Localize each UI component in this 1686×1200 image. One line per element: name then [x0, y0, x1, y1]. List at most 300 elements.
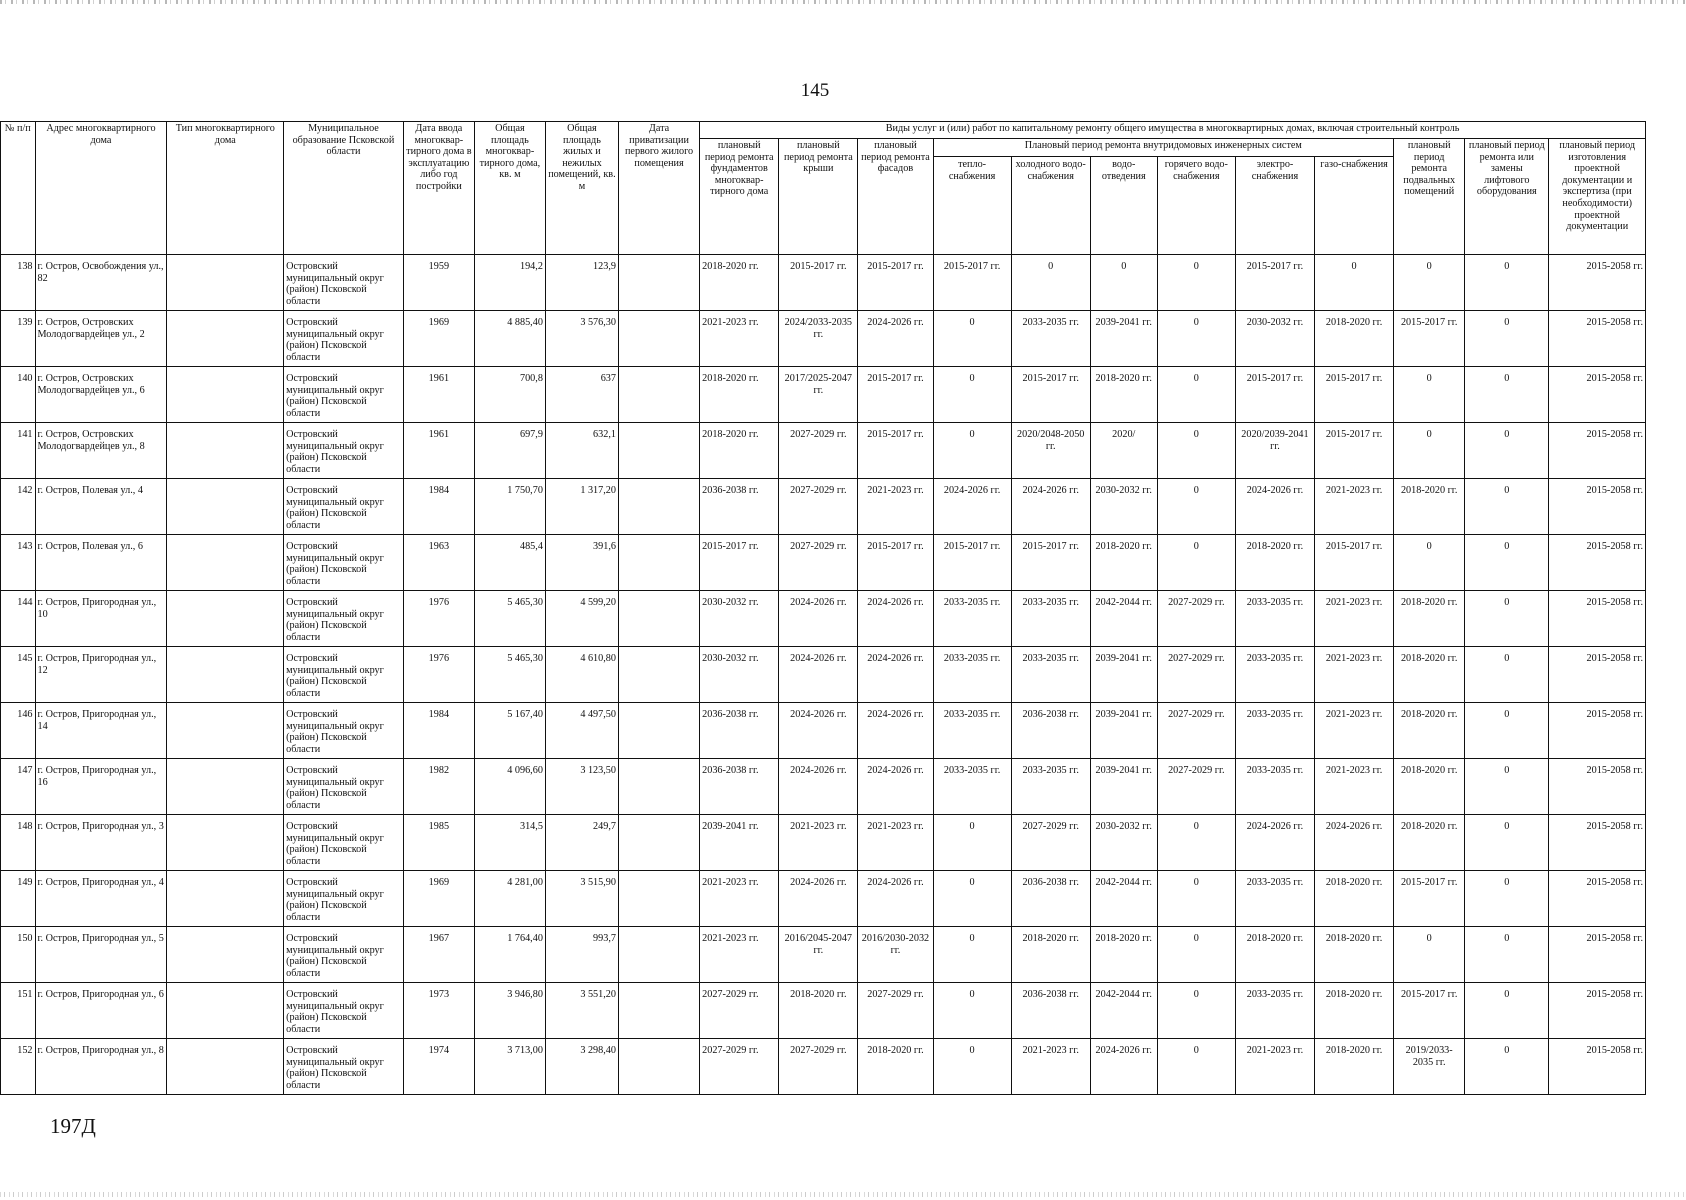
scan-edge-bottom [0, 1192, 1686, 1197]
cell-commission-year: 1961 [403, 423, 474, 479]
col-header-municipality: Муниципальное образование Псковской области [284, 122, 404, 255]
cell-drainage: 2024-2026 гг. [1090, 1039, 1157, 1095]
cell-type [167, 927, 284, 983]
cell-cold-water: 2024-2026 гг. [1011, 479, 1090, 535]
col-header-heat: тепло-снабжения [933, 157, 1011, 255]
cell-gas: 2021-2023 гг. [1315, 479, 1394, 535]
cell-gas: 2018-2020 гг. [1315, 311, 1394, 367]
cell-electric: 2033-2035 гг. [1235, 591, 1314, 647]
cell-roof: 2024-2026 гг. [779, 703, 858, 759]
cell-commission-year: 1976 [403, 647, 474, 703]
cell-facade: 2024-2026 гг. [858, 591, 933, 647]
cell-design: 2015-2058 гг. [1549, 367, 1646, 423]
cell-facade: 2015-2017 гг. [858, 535, 933, 591]
cell-electric: 2024-2026 гг. [1235, 479, 1314, 535]
cell-number: 140 [1, 367, 36, 423]
cell-total-area: 700,8 [474, 367, 545, 423]
cell-facade: 2027-2029 гг. [858, 983, 933, 1039]
cell-number: 145 [1, 647, 36, 703]
cell-design: 2015-2058 гг. [1549, 647, 1646, 703]
col-header-basement: плановый период ремонта подвальных помещений [1394, 139, 1465, 255]
table-row [1, 311, 1646, 367]
cell-address: г. Остров, Пригородная ул., 10 [35, 591, 167, 647]
cell-hot-water: 0 [1157, 311, 1235, 367]
cell-living-area: 3 123,50 [545, 759, 618, 815]
cell-living-area: 3 551,20 [545, 983, 618, 1039]
cell-drainage: 2018-2020 гг. [1090, 535, 1157, 591]
cell-number: 141 [1, 423, 36, 479]
cell-facade: 2021-2023 гг. [858, 479, 933, 535]
cell-foundation: 2018-2020 гг. [700, 423, 779, 479]
cell-privatization-date [618, 255, 699, 311]
cell-cold-water: 2036-2038 гг. [1011, 871, 1090, 927]
cell-roof: 2016/2045-2047 гг. [779, 927, 858, 983]
cell-roof: 2027-2029 гг. [779, 479, 858, 535]
cell-basement: 2015-2017 гг. [1394, 983, 1465, 1039]
cell-total-area: 4 885,40 [474, 311, 545, 367]
cell-municipality: Островский муниципальный округ (район) Псковской области [284, 759, 404, 815]
cell-heat: 0 [933, 871, 1011, 927]
table-header [1, 122, 1646, 255]
cell-foundation: 2030-2032 гг. [700, 647, 779, 703]
cell-total-area: 697,9 [474, 423, 545, 479]
cell-elevator: 0 [1465, 983, 1549, 1039]
cell-basement: 2018-2020 гг. [1394, 703, 1465, 759]
cell-total-area: 314,5 [474, 815, 545, 871]
cell-gas: 2018-2020 гг. [1315, 1039, 1394, 1095]
cell-roof: 2024-2026 гг. [779, 871, 858, 927]
cell-address: г. Остров, Пригородная ул., 3 [35, 815, 167, 871]
cell-municipality: Островский муниципальный округ (район) Псковской области [284, 311, 404, 367]
cell-heat: 2033-2035 гг. [933, 759, 1011, 815]
cell-municipality: Островский муниципальный округ (район) Псковской области [284, 871, 404, 927]
cell-living-area: 637 [545, 367, 618, 423]
cell-cold-water: 2036-2038 гг. [1011, 983, 1090, 1039]
cell-number: 139 [1, 311, 36, 367]
cell-living-area: 123,9 [545, 255, 618, 311]
cell-hot-water: 0 [1157, 1039, 1235, 1095]
cell-foundation: 2021-2023 гг. [700, 311, 779, 367]
cell-commission-year: 1976 [403, 591, 474, 647]
cell-privatization-date [618, 311, 699, 367]
cell-heat: 0 [933, 311, 1011, 367]
cell-roof: 2027-2029 гг. [779, 535, 858, 591]
table-row [1, 423, 1646, 479]
document-code: 197Д [50, 1114, 96, 1138]
cell-foundation: 2018-2020 гг. [700, 367, 779, 423]
cell-heat: 0 [933, 815, 1011, 871]
cell-facade: 2024-2026 гг. [858, 871, 933, 927]
cell-foundation: 2039-2041 гг. [700, 815, 779, 871]
cell-facade: 2024-2026 гг. [858, 703, 933, 759]
cell-design: 2015-2058 гг. [1549, 983, 1646, 1039]
cell-commission-year: 1984 [403, 703, 474, 759]
cell-type [167, 759, 284, 815]
cell-type [167, 479, 284, 535]
cell-basement: 2018-2020 гг. [1394, 815, 1465, 871]
cell-number: 138 [1, 255, 36, 311]
cell-drainage: 2018-2020 гг. [1090, 367, 1157, 423]
cell-elevator: 0 [1465, 479, 1549, 535]
cell-electric: 2015-2017 гг. [1235, 367, 1314, 423]
table-row [1, 871, 1646, 927]
cell-heat: 0 [933, 367, 1011, 423]
cell-elevator: 0 [1465, 703, 1549, 759]
cell-living-area: 3 298,40 [545, 1039, 618, 1095]
cell-drainage: 2039-2041 гг. [1090, 647, 1157, 703]
cell-type [167, 423, 284, 479]
cell-heat: 2033-2035 гг. [933, 703, 1011, 759]
col-header-roof: плановый период ремонта крыши [779, 139, 858, 255]
cell-drainage: 0 [1090, 255, 1157, 311]
table-row [1, 927, 1646, 983]
cell-design: 2015-2058 гг. [1549, 591, 1646, 647]
cell-facade: 2018-2020 гг. [858, 1039, 933, 1095]
cell-total-area: 194,2 [474, 255, 545, 311]
table-row [1, 983, 1646, 1039]
cell-type [167, 703, 284, 759]
cell-foundation: 2036-2038 гг. [700, 479, 779, 535]
cell-municipality: Островский муниципальный округ (район) Псковской области [284, 423, 404, 479]
cell-elevator: 0 [1465, 423, 1549, 479]
cell-hot-water: 0 [1157, 255, 1235, 311]
cell-living-area: 632,1 [545, 423, 618, 479]
table-row [1, 647, 1646, 703]
cell-cold-water: 2027-2029 гг. [1011, 815, 1090, 871]
cell-basement: 2018-2020 гг. [1394, 479, 1465, 535]
cell-commission-year: 1973 [403, 983, 474, 1039]
cell-heat: 2015-2017 гг. [933, 255, 1011, 311]
cell-commission-year: 1967 [403, 927, 474, 983]
col-header-num: № п/п [1, 122, 36, 255]
cell-design: 2015-2058 гг. [1549, 815, 1646, 871]
cell-basement: 0 [1394, 423, 1465, 479]
cell-commission-year: 1959 [403, 255, 474, 311]
cell-address: г. Остров, Полевая ул., 4 [35, 479, 167, 535]
cell-heat: 0 [933, 423, 1011, 479]
col-header-foundation: плановый период ремонта фундаментов многоквар-тирного дома [700, 139, 779, 255]
cell-cold-water: 0 [1011, 255, 1090, 311]
cell-roof: 2027-2029 гг. [779, 1039, 858, 1095]
cell-hot-water: 0 [1157, 871, 1235, 927]
cell-electric: 2030-2032 гг. [1235, 311, 1314, 367]
cell-heat: 2015-2017 гг. [933, 535, 1011, 591]
cell-design: 2015-2058 гг. [1549, 759, 1646, 815]
cell-roof: 2024-2026 гг. [779, 759, 858, 815]
cell-municipality: Островский муниципальный округ (район) Псковской области [284, 535, 404, 591]
cell-commission-year: 1963 [403, 535, 474, 591]
cell-drainage: 2030-2032 гг. [1090, 815, 1157, 871]
cell-total-area: 3 946,80 [474, 983, 545, 1039]
cell-roof: 2027-2029 гг. [779, 423, 858, 479]
cell-basement: 0 [1394, 535, 1465, 591]
cell-municipality: Островский муниципальный округ (район) Псковской области [284, 367, 404, 423]
cell-number: 148 [1, 815, 36, 871]
cell-elevator: 0 [1465, 311, 1549, 367]
cell-privatization-date [618, 983, 699, 1039]
cell-hot-water: 0 [1157, 423, 1235, 479]
cell-facade: 2024-2026 гг. [858, 647, 933, 703]
cell-elevator: 0 [1465, 927, 1549, 983]
cell-number: 150 [1, 927, 36, 983]
cell-elevator: 0 [1465, 535, 1549, 591]
cell-commission-year: 1961 [403, 367, 474, 423]
cell-municipality: Островский муниципальный округ (район) Псковской области [284, 647, 404, 703]
cell-living-area: 3 515,90 [545, 871, 618, 927]
cell-address: г. Остров, Освобождения ул., 82 [35, 255, 167, 311]
cell-heat: 2033-2035 гг. [933, 591, 1011, 647]
cell-living-area: 391,6 [545, 535, 618, 591]
col-header-electric: электро-снабжения [1235, 157, 1314, 255]
cell-foundation: 2036-2038 гг. [700, 703, 779, 759]
cell-design: 2015-2058 гг. [1549, 255, 1646, 311]
col-header-commission-date: Дата ввода многоквар-тирного дома в эксплуатацию либо год постройки [403, 122, 474, 255]
col-header-hot-water: горячего водо-снабжения [1157, 157, 1235, 255]
cell-basement: 2015-2017 гг. [1394, 871, 1465, 927]
cell-heat: 2033-2035 гг. [933, 647, 1011, 703]
cell-cold-water: 2015-2017 гг. [1011, 535, 1090, 591]
cell-facade: 2021-2023 гг. [858, 815, 933, 871]
cell-cold-water: 2021-2023 гг. [1011, 1039, 1090, 1095]
cell-drainage: 2042-2044 гг. [1090, 871, 1157, 927]
cell-number: 151 [1, 983, 36, 1039]
cell-hot-water: 0 [1157, 927, 1235, 983]
cell-municipality: Островский муниципальный округ (район) Псковской области [284, 255, 404, 311]
cell-cold-water: 2033-2035 гг. [1011, 311, 1090, 367]
cell-gas: 2015-2017 гг. [1315, 423, 1394, 479]
col-header-gas: газо-снабжения [1315, 157, 1394, 255]
col-header-cold-water: холодного водо-снабжения [1011, 157, 1090, 255]
col-header-design: плановый период изготовления проектной документации и экспертиза (при необходимости) проектной документации [1549, 139, 1646, 255]
cell-design: 2015-2058 гг. [1549, 535, 1646, 591]
cell-drainage: 2039-2041 гг. [1090, 311, 1157, 367]
cell-basement: 0 [1394, 927, 1465, 983]
cell-foundation: 2015-2017 гг. [700, 535, 779, 591]
cell-roof: 2024-2026 гг. [779, 591, 858, 647]
cell-electric: 2033-2035 гг. [1235, 871, 1314, 927]
cell-address: г. Остров, Пригородная ул., 14 [35, 703, 167, 759]
cell-roof: 2015-2017 гг. [779, 255, 858, 311]
cell-total-area: 485,4 [474, 535, 545, 591]
cell-foundation: 2021-2023 гг. [700, 871, 779, 927]
cell-privatization-date [618, 647, 699, 703]
table-row [1, 759, 1646, 815]
cell-commission-year: 1969 [403, 871, 474, 927]
cell-electric: 2018-2020 гг. [1235, 535, 1314, 591]
cell-elevator: 0 [1465, 815, 1549, 871]
table-row [1, 535, 1646, 591]
cell-electric: 2033-2035 гг. [1235, 703, 1314, 759]
cell-privatization-date [618, 1039, 699, 1095]
cell-number: 143 [1, 535, 36, 591]
cell-municipality: Островский муниципальный округ (район) Псковской области [284, 927, 404, 983]
cell-basement: 2018-2020 гг. [1394, 591, 1465, 647]
cell-facade: 2015-2017 гг. [858, 255, 933, 311]
cell-basement: 2015-2017 гг. [1394, 311, 1465, 367]
cell-privatization-date [618, 367, 699, 423]
table-row [1, 479, 1646, 535]
cell-cold-water: 2018-2020 гг. [1011, 927, 1090, 983]
cell-address: г. Остров, Пригородная ул., 16 [35, 759, 167, 815]
cell-type [167, 535, 284, 591]
table-row [1, 591, 1646, 647]
cell-drainage: 2030-2032 гг. [1090, 479, 1157, 535]
cell-cold-water: 2036-2038 гг. [1011, 703, 1090, 759]
cell-living-area: 1 317,20 [545, 479, 618, 535]
cell-gas: 2021-2023 гг. [1315, 647, 1394, 703]
cell-design: 2015-2058 гг. [1549, 1039, 1646, 1095]
cell-hot-water: 2027-2029 гг. [1157, 591, 1235, 647]
cell-address: г. Остров, Полевая ул., 6 [35, 535, 167, 591]
cell-municipality: Островский муниципальный округ (район) Псковской области [284, 983, 404, 1039]
cell-commission-year: 1984 [403, 479, 474, 535]
cell-foundation: 2036-2038 гг. [700, 759, 779, 815]
cell-drainage: 2039-2041 гг. [1090, 703, 1157, 759]
cell-basement: 2018-2020 гг. [1394, 647, 1465, 703]
cell-municipality: Островский муниципальный округ (район) Псковской области [284, 1039, 404, 1095]
cell-hot-water: 0 [1157, 983, 1235, 1039]
cell-electric: 2024-2026 гг. [1235, 815, 1314, 871]
cell-foundation: 2021-2023 гг. [700, 927, 779, 983]
cell-address: г. Остров, Пригородная ул., 8 [35, 1039, 167, 1095]
cell-cold-water: 2020/2048-2050 гг. [1011, 423, 1090, 479]
cell-hot-water: 0 [1157, 367, 1235, 423]
col-header-services-group: Виды услуг и (или) работ по капитальному ремонту общего имущества в многоквартирных домах, включая строительный контроль [700, 122, 1646, 139]
cell-type [167, 983, 284, 1039]
cell-drainage: 2039-2041 гг. [1090, 759, 1157, 815]
cell-living-area: 249,7 [545, 815, 618, 871]
cell-type [167, 311, 284, 367]
cell-total-area: 1 750,70 [474, 479, 545, 535]
cell-roof: 2024/2033-2035 гг. [779, 311, 858, 367]
cell-address: г. Остров, Островских Молодогвардейцев ул., 6 [35, 367, 167, 423]
cell-foundation: 2030-2032 гг. [700, 591, 779, 647]
cell-design: 2015-2058 гг. [1549, 479, 1646, 535]
cell-foundation: 2018-2020 гг. [700, 255, 779, 311]
cell-privatization-date [618, 703, 699, 759]
cell-type [167, 815, 284, 871]
cell-drainage: 2042-2044 гг. [1090, 591, 1157, 647]
cell-gas: 2021-2023 гг. [1315, 591, 1394, 647]
cell-municipality: Островский муниципальный округ (район) Псковской области [284, 591, 404, 647]
cell-gas: 2015-2017 гг. [1315, 367, 1394, 423]
cell-privatization-date [618, 535, 699, 591]
cell-living-area: 4 599,20 [545, 591, 618, 647]
capital-repair-table [0, 121, 1646, 1095]
col-header-total-area: Общая площадь многоквар-тирного дома, кв. м [474, 122, 545, 255]
cell-municipality: Островский муниципальный округ (район) Псковской области [284, 479, 404, 535]
cell-gas: 0 [1315, 255, 1394, 311]
cell-electric: 2020/2039-2041 гг. [1235, 423, 1314, 479]
cell-facade: 2015-2017 гг. [858, 367, 933, 423]
cell-electric: 2021-2023 гг. [1235, 1039, 1314, 1095]
cell-cold-water: 2033-2035 гг. [1011, 591, 1090, 647]
col-header-type: Тип многоквартирного дома [167, 122, 284, 255]
cell-commission-year: 1969 [403, 311, 474, 367]
cell-total-area: 5 465,30 [474, 647, 545, 703]
cell-heat: 0 [933, 1039, 1011, 1095]
cell-privatization-date [618, 591, 699, 647]
cell-type [167, 367, 284, 423]
cell-living-area: 4 497,50 [545, 703, 618, 759]
cell-gas: 2021-2023 гг. [1315, 759, 1394, 815]
col-header-address: Адрес многоквартирного дома [35, 122, 167, 255]
cell-elevator: 0 [1465, 591, 1549, 647]
cell-municipality: Островский муниципальный округ (район) Псковской области [284, 703, 404, 759]
cell-foundation: 2027-2029 гг. [700, 983, 779, 1039]
cell-total-area: 1 764,40 [474, 927, 545, 983]
cell-gas: 2018-2020 гг. [1315, 927, 1394, 983]
cell-commission-year: 1982 [403, 759, 474, 815]
cell-roof: 2017/2025-2047 гг. [779, 367, 858, 423]
cell-total-area: 3 713,00 [474, 1039, 545, 1095]
cell-commission-year: 1974 [403, 1039, 474, 1095]
cell-drainage: 2018-2020 гг. [1090, 927, 1157, 983]
cell-design: 2015-2058 гг. [1549, 311, 1646, 367]
col-header-drainage: водо-отведения [1090, 157, 1157, 255]
cell-number: 146 [1, 703, 36, 759]
col-header-systems-group: Плановый период ремонта внутридомовых инженерных систем [933, 139, 1394, 157]
cell-number: 149 [1, 871, 36, 927]
col-header-facade: плановый период ремонта фасадов [858, 139, 933, 255]
cell-type [167, 647, 284, 703]
table-row [1, 815, 1646, 871]
table-row [1, 367, 1646, 423]
cell-address: г. Остров, Пригородная ул., 4 [35, 871, 167, 927]
table-row [1, 255, 1646, 311]
cell-elevator: 0 [1465, 647, 1549, 703]
cell-municipality: Островский муниципальный округ (район) Псковской области [284, 815, 404, 871]
cell-roof: 2018-2020 гг. [779, 983, 858, 1039]
cell-address: г. Остров, Пригородная ул., 12 [35, 647, 167, 703]
cell-address: г. Остров, Пригородная ул., 6 [35, 983, 167, 1039]
cell-drainage: 2020/ [1090, 423, 1157, 479]
cell-address: г. Остров, Пригородная ул., 5 [35, 927, 167, 983]
cell-basement: 2018-2020 гг. [1394, 759, 1465, 815]
cell-type [167, 871, 284, 927]
cell-elevator: 0 [1465, 367, 1549, 423]
col-header-elevator: плановый период ремонта или замены лифтового оборудования [1465, 139, 1549, 255]
cell-hot-water: 2027-2029 гг. [1157, 703, 1235, 759]
cell-facade: 2016/2030-2032 гг. [858, 927, 933, 983]
cell-design: 2015-2058 гг. [1549, 423, 1646, 479]
cell-number: 144 [1, 591, 36, 647]
cell-gas: 2024-2026 гг. [1315, 815, 1394, 871]
cell-electric: 2033-2035 гг. [1235, 983, 1314, 1039]
page-number: 145 [800, 80, 830, 101]
cell-drainage: 2042-2044 гг. [1090, 983, 1157, 1039]
cell-gas: 2018-2020 гг. [1315, 983, 1394, 1039]
cell-commission-year: 1985 [403, 815, 474, 871]
table-row [1, 1039, 1646, 1095]
cell-address: г. Остров, Островских Молодогвардейцев ул., 2 [35, 311, 167, 367]
cell-design: 2015-2058 гг. [1549, 703, 1646, 759]
cell-facade: 2015-2017 гг. [858, 423, 933, 479]
cell-gas: 2018-2020 гг. [1315, 871, 1394, 927]
cell-electric: 2018-2020 гг. [1235, 927, 1314, 983]
cell-number: 142 [1, 479, 36, 535]
table-body [1, 255, 1646, 1095]
cell-total-area: 5 167,40 [474, 703, 545, 759]
cell-basement: 2019/2033-2035 гг. [1394, 1039, 1465, 1095]
cell-privatization-date [618, 871, 699, 927]
cell-heat: 2024-2026 гг. [933, 479, 1011, 535]
cell-privatization-date [618, 423, 699, 479]
cell-total-area: 5 465,30 [474, 591, 545, 647]
cell-number: 152 [1, 1039, 36, 1095]
cell-design: 2015-2058 гг. [1549, 927, 1646, 983]
cell-basement: 0 [1394, 367, 1465, 423]
